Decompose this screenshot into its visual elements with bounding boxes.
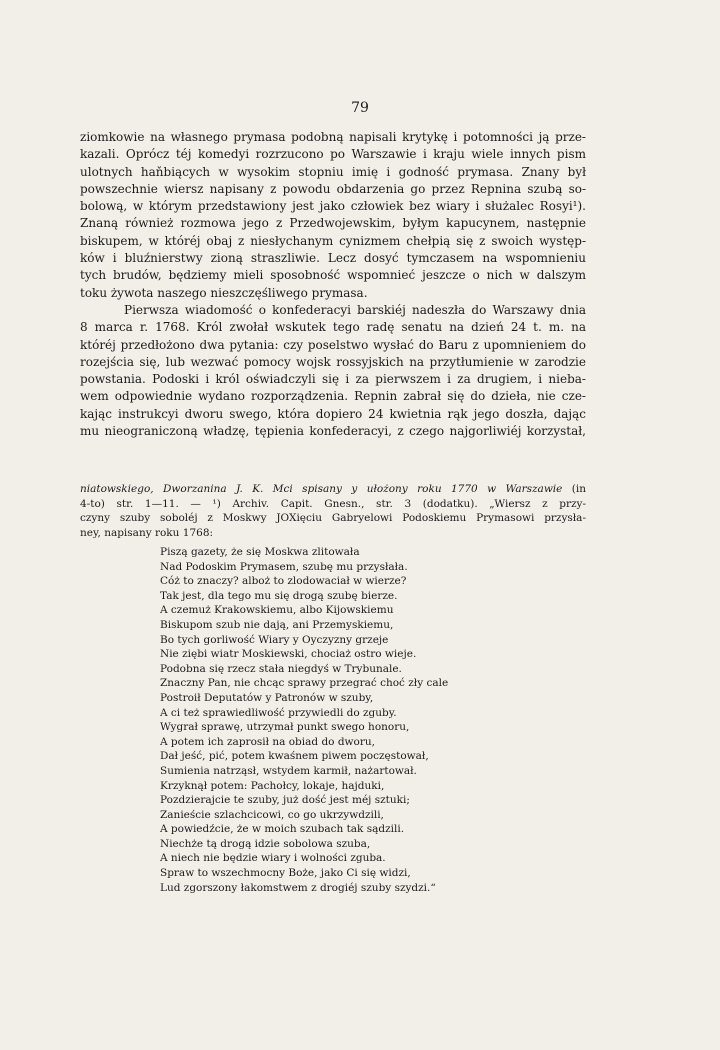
poem-line: Nad Podoskim Prymasem, szubę mu przysłała. <box>160 560 408 573</box>
text-line: ziomkowie na własnego prymasa podobną napisali krytykę i potomności ją prze- <box>80 130 586 144</box>
poem-line: Zanieście szlachcicowi, co go ukrzywdzili, <box>160 808 384 821</box>
text-line: powstania. Podoski i król oświadczyli się i za pierwszem i za drugiem, i nieba- <box>80 372 586 387</box>
footnote <box>80 482 586 540</box>
text-line: toku żywota naszego nieszczęśliwego prymasa. <box>80 285 368 300</box>
poem-line: Podobna się rzecz stała niegdyś w Trybunale. <box>160 662 402 675</box>
text-line: Pierwsza wiadomość o konfederacyi barskiéj nadeszła do Warszawy dnia <box>124 302 586 317</box>
page-number: 79 <box>351 100 369 116</box>
poem-line: A niech nie będzie wiary i wolności zguba. <box>160 852 386 865</box>
poem-line: Krzyknął potem: Pachołcy, lokaje, hajduki, <box>160 779 385 792</box>
paragraph-2 <box>80 302 586 440</box>
text-line: kazali. Oprócz téj komedyi rozrzucono po Warszawie i kraju wiele innych pism <box>80 147 586 162</box>
poem-line: Pozdzierajcie te szuby, już dość jest méj sztuki; <box>160 794 410 807</box>
poem-line: Wygrał sprawę, utrzymał punkt swego honoru, <box>160 721 410 734</box>
text-line: 8 marca r. 1768. Król zwołał wskutek tego radę senatu na dzień 24 t. m. na <box>80 320 586 335</box>
poem-line: A ci też sprawiedliwość przywiedli do zguby. <box>160 706 397 719</box>
text-line: rozejścia się, lub wezwać pomocy wojsk rossyjskich na przytłumienie w zarodzie <box>80 354 586 369</box>
footnote-text: (in <box>562 483 587 495</box>
footnote-italic: niatowskiego, Dworzanina J. K. Mci spisany y ułożony roku 1770 w Warszawie <box>80 483 563 495</box>
poem-line: Tak jest, dla tego mu się drogą szubę bierze. <box>160 589 398 602</box>
poem-line: Nie ziębi wiatr Moskiewski, chociaż ostro wieje. <box>160 648 417 661</box>
poem-line: Piszą gazety, że się Moskwa zlitowała <box>160 546 360 558</box>
footnote-line <box>80 482 586 497</box>
text-line: któréj przedłożono dwa pytania: czy poselstwo wysłać do Baru z upomnieniem do <box>80 337 586 352</box>
text-line: tych brudów, będziemy mieli sposobność wspomnieć jeszcze o nich w dalszym <box>80 268 586 283</box>
text-line: mu nieograniczoną władzę, tępienia konfederacyi, z czego najgorliwiéj korzystał, <box>80 424 586 439</box>
footnote-line: 4-to) str. 1—11. — ¹) Archiv. Capit. Gnesn., str. 3 (dodatku). „Wiersz z przy- <box>80 497 586 510</box>
poem-line: Spraw to wszechmocny Boże, jako Ci się widzi, <box>160 867 411 880</box>
poem-line: A potem ich zaprosił na obiad do dworu, <box>160 735 375 748</box>
text-line: bolową, w którym przedstawiony jest jako człowiek bez wiary i służalec Rosyi¹). <box>80 199 586 214</box>
text-line: biskupem, w któréj obaj z niesłychanym cynizmem chełpią się z swoich występ- <box>80 233 586 248</box>
text-line: Znaną również rozmowa jego z Przedwojewskim, byłym kapucynem, następnie <box>80 216 586 231</box>
footnote-line: ney, napisany roku 1768: <box>80 526 214 539</box>
text-line: wem odpowiednie wydano rozporządzenia. Repnin zabrał się do dzieła, nie cze- <box>80 389 586 404</box>
poem-line: A powiedźcie, że w moich szubach tak sądzili. <box>160 823 405 836</box>
poem-line: Cóż to znaczy? alboż to zlodowaciał w wierze? <box>160 575 407 588</box>
text-line: powszechnie wiersz napisany z powodu obdarzenia go przez Repnina szubą so- <box>80 181 586 196</box>
main-text <box>80 129 586 440</box>
poem <box>160 545 590 895</box>
poem-line: Biskupom szub nie dają, ani Przemyskiemu, <box>160 618 394 631</box>
poem-line: Znaczny Pan, nie chcąc sprawy przegrać choć zły cale <box>160 677 449 690</box>
poem-line: Lud zgorszony łakomstwem z drogiéj szuby szydzi.“ <box>160 881 436 894</box>
poem-line: A czemuż Krakowskiemu, albo Kijowskiemu <box>160 604 394 617</box>
text-line: kając instrukcyi dworu swego, która dopiero 24 kwietnia rąk jego doszła, dając <box>80 406 586 421</box>
text-line: ulotnych haňbiących w wysokim stopniu imię i godność prymasa. Znany był <box>80 164 586 179</box>
text-line: ków i bluźnierstwy zioną straszliwie. Lecz dosyć tymczasem na wspomnieniu <box>80 251 586 266</box>
paragraph-1 <box>80 129 586 302</box>
poem-line: Sumienia natrząsł, wstydem karmił, nażartował. <box>160 764 417 777</box>
footnote-line: czyny szuby soboléj z Moskwy JOXięciu Gabryelowi Podoskiemu Prymasowi przysła- <box>80 512 586 525</box>
poem-line: Postroił Deputatów y Patronów w szuby, <box>160 691 374 704</box>
poem-line: Bo tych gorliwość Wiary y Oyczyzny grzeje <box>160 633 389 646</box>
poem-line: Dał jeść, pić, potem kwaśnem piwem poczęstował, <box>160 750 429 763</box>
poem-line: Niechże tą drogą idzie sobolowa szuba, <box>160 837 371 850</box>
